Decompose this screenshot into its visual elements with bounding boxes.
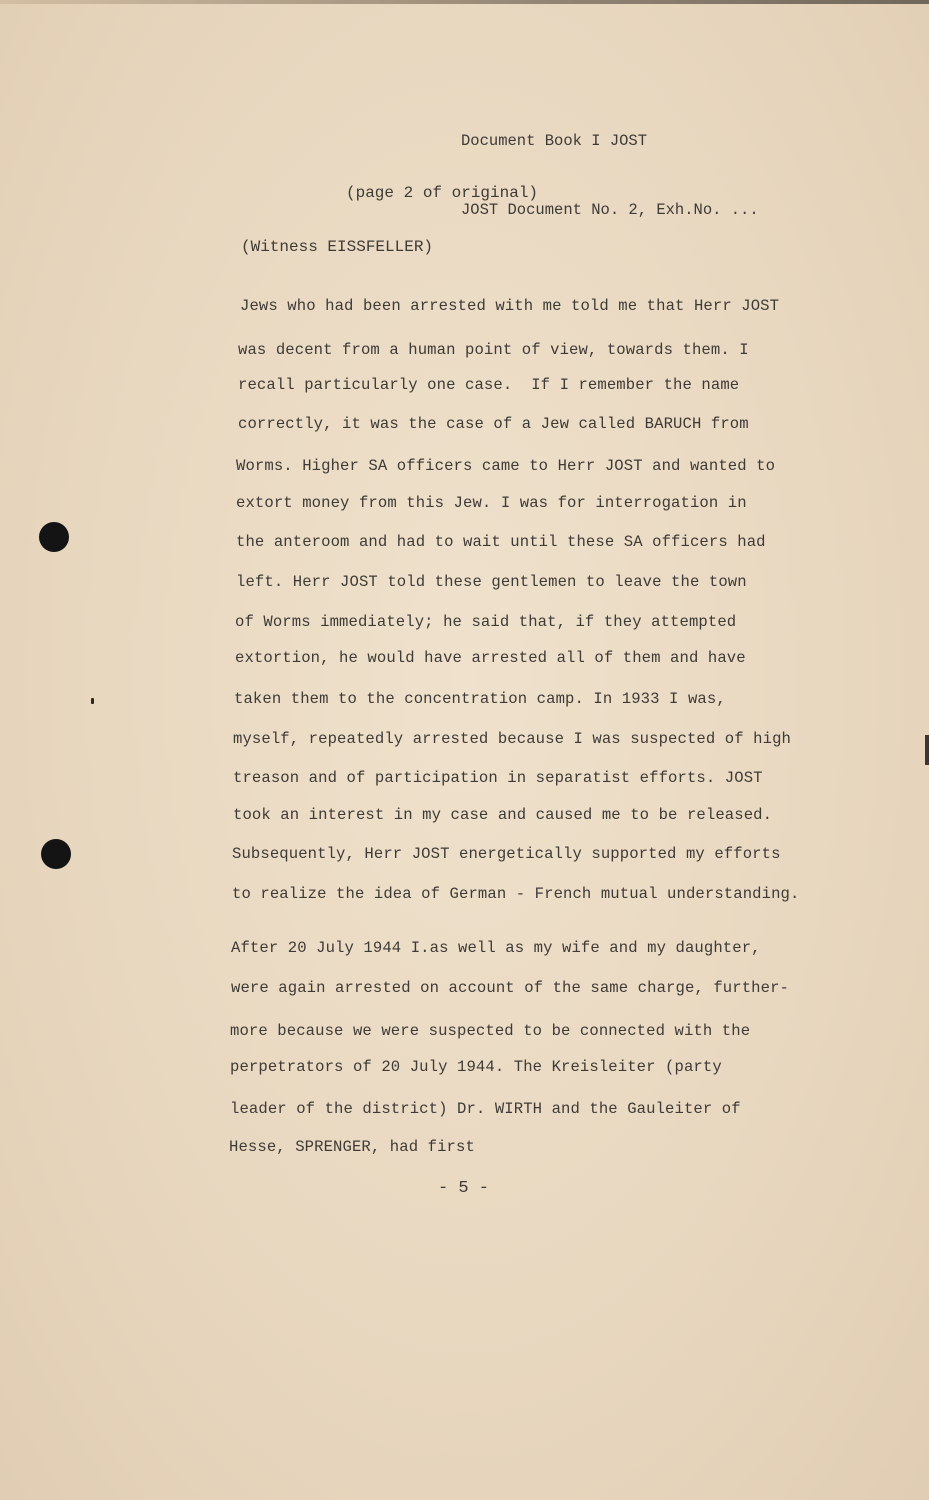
punch-hole bbox=[39, 522, 69, 552]
punch-hole bbox=[41, 839, 71, 869]
body-line: were again arrested on account of the same charge, further- bbox=[231, 979, 790, 997]
body-line: extortion, he would have arrested all of them and have bbox=[235, 649, 746, 667]
top-edge-shadow bbox=[0, 0, 929, 4]
body-line: recall particularly one case. If I remember the name bbox=[238, 376, 740, 394]
body-line: perpetrators of 20 July 1944. The Kreisleiter (party bbox=[230, 1058, 722, 1076]
body-line: Hesse, SPRENGER, had first bbox=[229, 1138, 475, 1156]
body-line: more because we were suspected to be connected with the bbox=[230, 1022, 751, 1040]
body-line: to realize the idea of German - French mutual understanding. bbox=[232, 885, 800, 903]
ink-speck bbox=[91, 698, 94, 704]
witness-label: (Witness EISSFELLER) bbox=[241, 238, 434, 256]
body-line: taken them to the concentration camp. In 1933 I was, bbox=[234, 690, 726, 708]
body-line: the anteroom and had to wait until these SA officers had bbox=[236, 533, 766, 551]
body-line: After 20 July 1944 I.as well as my wife and my daughter, bbox=[231, 939, 761, 957]
page-reference: (page 2 of original) bbox=[346, 184, 539, 202]
body-line: took an interest in my case and caused me to be released. bbox=[233, 806, 773, 824]
body-line: leader of the district) Dr. WIRTH and the Gauleiter of bbox=[230, 1100, 741, 1118]
body-line: was decent from a human point of view, towards them. I bbox=[238, 341, 749, 359]
document-number-line: JOST Document No. 2, Exh.No. ... bbox=[461, 201, 759, 219]
body-line: extort money from this Jew. I was for interrogation in bbox=[236, 494, 747, 512]
body-line: Worms. Higher SA officers came to Herr JOST and wanted to bbox=[236, 457, 776, 475]
body-line: left. Herr JOST told these gentlemen to leave the town bbox=[236, 573, 747, 591]
body-line: treason and of participation in separatist efforts. JOST bbox=[233, 769, 763, 787]
body-line: Subsequently, Herr JOST energetically supported my efforts bbox=[232, 845, 781, 863]
body-line: myself, repeatedly arrested because I was suspected of high bbox=[233, 730, 792, 748]
right-edge-mark bbox=[925, 735, 929, 765]
body-line: correctly, it was the case of a Jew called BARUCH from bbox=[238, 415, 749, 433]
body-line: of Worms immediately; he said that, if they attempted bbox=[235, 613, 737, 631]
document-header bbox=[461, 84, 759, 268]
document-book-line: Document Book I JOST bbox=[461, 132, 648, 150]
page-number: - 5 - bbox=[438, 1179, 490, 1198]
body-line: Jews who had been arrested with me told me that Herr JOST bbox=[240, 297, 780, 315]
